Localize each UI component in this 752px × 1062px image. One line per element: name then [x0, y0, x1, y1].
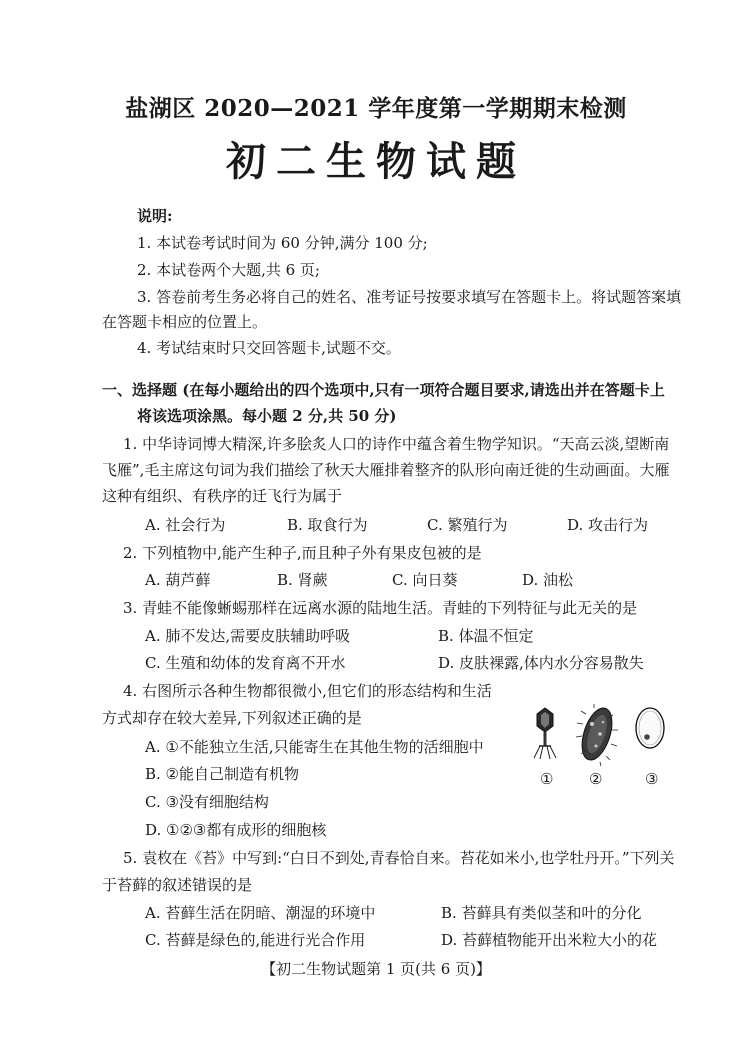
- question-5-option-a: A. 苔藓生活在阴暗、潮湿的环境中: [145, 904, 376, 922]
- question-1-option-c: C. 繁殖行为: [427, 516, 508, 534]
- section-heading-continued: 将该选项涂黑。每小题 2 分,共 50 分): [137, 407, 397, 425]
- question-5-stem: 5. 袁枚在《苔》中写到:“白日不到处,青春恰自来。苔花如米小,也学牡丹开。”下列关: [123, 849, 675, 867]
- page-footer: 【初二生物试题第 1 页(共 6 页)】: [261, 960, 491, 978]
- question-3-option-a: A. 肺不发达,需要皮肤辅助呼吸: [145, 627, 351, 645]
- instruction-item-continued: 在答题卡相应的位置上。: [102, 313, 268, 331]
- figure-label-2: ②: [589, 770, 603, 788]
- virus-icon: [534, 708, 556, 759]
- question-2-option-d: D. 油松: [522, 571, 574, 589]
- exam-header-title: 盐湖区 2020—2021 学年度第一学期期末检测: [125, 95, 627, 122]
- question-1-option-a: A. 社会行为: [145, 516, 226, 534]
- question-2-option-b: B. 肾蕨: [277, 571, 328, 589]
- question-1-stem: 这种有组织、有秩序的迁飞行为属于: [102, 487, 343, 505]
- question-4-option-a: A. ①不能独立生活,只能寄生在其他生物的活细胞中: [145, 738, 484, 756]
- question-2-stem: 2. 下列植物中,能产生种子,而且种子外有果皮包被的是: [123, 544, 482, 562]
- question-4-stem: 方式却存在较大差异,下列叙述正确的是: [102, 709, 362, 727]
- question-5-stem: 于苔藓的叙述错误的是: [102, 876, 253, 894]
- section-heading: 一、选择题 (在每小题给出的四个选项中,只有一项符合题目要求,请选出并在答题卡上: [102, 381, 665, 399]
- question-4-stem: 4. 右图所示各种生物都很微小,但它们的形态结构和生活: [123, 682, 492, 700]
- question-3-option-c: C. 生殖和幼体的发育离不开水: [145, 654, 346, 672]
- instructions-heading: 说明:: [137, 207, 173, 225]
- question-4-option-c: C. ③没有细胞结构: [145, 793, 269, 811]
- question-1-stem: 飞雁”,毛主席这句词为我们描绘了秋天大雁排着整齐的队形向南迁徙的生动画面。大雁: [102, 461, 670, 479]
- question-4-option-b: B. ②能自己制造有机物: [145, 765, 300, 783]
- figure-label-3: ③: [645, 770, 659, 788]
- yeast-cell-icon: [636, 708, 664, 748]
- question-4-option-d: D. ①②③都有成形的细胞核: [145, 821, 327, 839]
- question-2-option-c: C. 向日葵: [392, 571, 458, 589]
- question-5-option-c: C. 苔藓是绿色的,能进行光合作用: [145, 931, 366, 949]
- instruction-item: 4. 考试结束时只交回答题卡,试题不交。: [137, 339, 401, 357]
- exam-subject-title: 初二生物试题: [226, 138, 526, 185]
- question-3-option-b: B. 体温不恒定: [438, 627, 534, 645]
- question-1-option-d: D. 攻击行为: [567, 516, 649, 534]
- instruction-item: 2. 本试卷两个大题,共 6 页;: [137, 261, 320, 279]
- instruction-item: 3. 答卷前考生务必将自己的姓名、准考证号按要求填写在答题卡上。将试题答案填: [137, 288, 682, 306]
- question-3-option-d: D. 皮肤裸露,体内水分容易散失: [438, 654, 644, 672]
- figure-label-1: ①: [540, 770, 554, 788]
- question-5-option-b: B. 苔藓具有类似茎和叶的分化: [441, 904, 642, 922]
- question-1-stem: 1. 中华诗词博大精深,许多脍炙人口的诗作中蕴含着生物学知识。“天高云淡,望断南: [123, 435, 670, 453]
- question-5-option-d: D. 苔藓植物能开出米粒大小的花: [441, 931, 658, 949]
- question-1-option-b: B. 取食行为: [287, 516, 368, 534]
- question-2-option-a: A. 葫芦藓: [145, 571, 211, 589]
- question-3-stem: 3. 青蛙不能像蜥蜴那样在远离水源的陆地生活。青蛙的下列特征与此无关的是: [123, 599, 638, 617]
- bacterium-icon: [576, 704, 618, 766]
- instruction-item: 1. 本试卷考试时间为 60 分钟,满分 100 分;: [137, 234, 428, 252]
